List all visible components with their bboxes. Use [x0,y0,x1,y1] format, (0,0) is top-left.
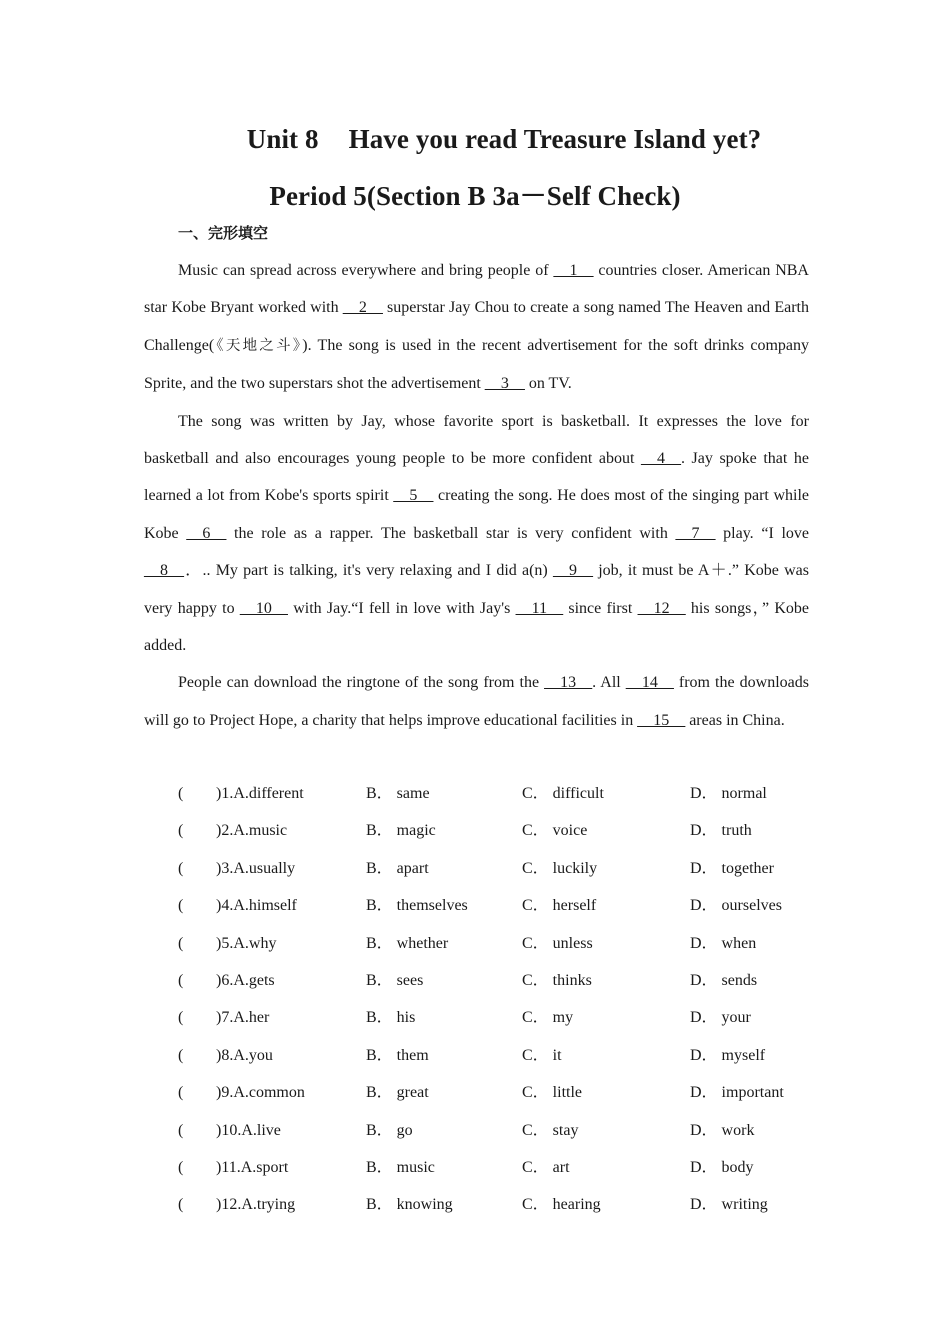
option-c: C． hearing [522,1196,601,1214]
blank-8: __8__ [144,562,184,580]
option-d: D． ourselves [690,897,782,915]
answer-paren: ( [178,822,216,840]
question-row [0,925,950,962]
cloze-passage [144,252,809,739]
option-d: D． together [690,859,774,877]
option-b: B． his [366,1009,416,1027]
answer-paren: ( [178,897,216,915]
question-row [0,887,950,924]
question-row [0,1112,950,1149]
answer-paren: ( [178,859,216,877]
option-b: B． them [366,1046,429,1064]
answer-paren: ( [178,785,216,802]
question-row [0,1186,950,1223]
option-b: B． knowing [366,1196,453,1214]
section-heading: 一、完形填空 [178,224,269,242]
option-d: D． myself [690,1046,766,1064]
passage-paragraph-2: The song was written by Jay, whose favorite sport is basketball. It expresses the love for basketball and also encourages young people to be more confident about __4__. Jay spoke that he learned a lot from Kobe's sports spirit __5__ creating the song. He does most of the singing part while Kobe __6__ the role as a rapper. The basketball star is very confident with __7__ play. “I love __8__．.. My part is talking, it's very relaxing and I did a(n) __9__ job, it must be A＋.” Kobe was very happy to __10__ with Jay.“I fell in love with Jay's __11__ since first __12__ his songs，” Kobe added. [144,412,810,655]
option-b: B． apart [366,859,429,877]
blank-11: __11__ [515,599,564,617]
option-b: B． great [366,1084,429,1102]
option-b: B． whether [366,934,449,952]
unit-label: Unit 8 [246,124,319,154]
blank-1: __1__ [553,262,594,279]
option-c: C． my [522,1009,574,1027]
blank-9: __9__ [553,562,593,580]
passage-paragraph-1: Music can spread across everywhere and bring people of __1__ countries closer. American NBA star Kobe Bryant worked with __2__ superstar Jay Chou to create a song named The Heaven and Earth Challenge(《天地之斗》). The song is used in the recent advertisement for the soft drinks company Sprite, and the two superstars shot the advertisement __3__ on TV. [144,262,810,393]
option-c: C． art [522,1158,570,1176]
blank-4: __4__ [640,450,681,468]
blank-5: __5__ [393,487,434,505]
question-row [0,1149,950,1186]
option-c: C． thinks [522,971,592,989]
question-row [0,775,950,812]
option-d: D． writing [690,1196,768,1214]
blank-6: __6__ [186,524,227,542]
question-row [0,1037,950,1074]
blank-7: __7__ [675,524,716,542]
option-d: D． body [690,1158,754,1176]
page-title [0,124,950,155]
option-d: D． important [690,1084,784,1102]
page-subtitle: Period 5(Section B 3a－Self Check) [269,181,681,211]
question-row [0,812,950,849]
question-row [0,1074,950,1111]
question-row [0,999,950,1036]
option-c: C． unless [522,934,593,952]
option-a: )2.A.music [216,822,288,840]
answer-paren: ( [178,934,216,952]
option-a: )3.A.usually [216,859,296,877]
answer-paren: ( [178,1046,216,1064]
option-a: )6.A.gets [216,971,275,989]
option-d: D． your [690,1009,751,1027]
option-d: D． when [690,934,757,952]
chinese-title: 《天地之斗》 [214,337,303,354]
option-a: )9.A.common [216,1084,305,1102]
option-c: C． little [522,1084,583,1102]
option-b: B． go [366,1121,413,1139]
blank-2: __2__ [342,299,383,317]
answer-paren: ( [178,1009,216,1027]
option-a: )10.A.live [216,1121,281,1139]
option-b: B． themselves [366,897,468,915]
option-c: C． herself [522,897,597,915]
option-d: D． sends [690,971,758,989]
question-row [0,850,950,887]
option-c: C． it [522,1046,562,1064]
option-d: D． truth [690,822,752,840]
answer-paren: ( [178,971,216,989]
option-a: )7.A.her [216,1009,270,1027]
option-b: B． music [366,1158,435,1176]
unit-question: Have you read Treasure Island yet? [348,124,762,154]
option-c: C． stay [522,1121,579,1139]
answer-paren: ( [178,1196,216,1214]
option-c: C． luckily [522,859,598,877]
answer-paren: ( [178,1084,216,1102]
passage-paragraph-3: People can download the ringtone of the song from the __13__. All __14__ from the downloads will go to Project Hope, a charity that helps improve educational facilities in __15__ areas in China. [144,674,810,729]
option-c: C． voice [522,822,588,840]
blank-12: __12__ [637,599,686,617]
option-a: )1.A.different [216,785,304,802]
question-row [0,962,950,999]
option-d: D． normal [690,785,767,802]
question-list [0,775,950,1224]
option-b: B． same [366,785,430,802]
option-a: )8.A.you [216,1046,273,1064]
blank-14: __14__ [625,674,674,692]
blank-15: __15__ [637,711,686,729]
option-d: D． work [690,1121,755,1139]
blank-13: __13__ [544,674,593,692]
answer-paren: ( [178,1158,216,1176]
blank-10: __10__ [239,599,288,617]
option-a: )11.A.sport [216,1158,289,1176]
answer-paren: ( [178,1121,216,1139]
option-a: )12.A.trying [216,1196,296,1214]
option-a: )4.A.himself [216,897,297,915]
option-a: )5.A.why [216,934,277,952]
option-c: C． difficult [522,785,604,802]
option-b: B． sees [366,971,424,989]
option-b: B． magic [366,822,436,840]
blank-3: __3__ [484,375,525,393]
